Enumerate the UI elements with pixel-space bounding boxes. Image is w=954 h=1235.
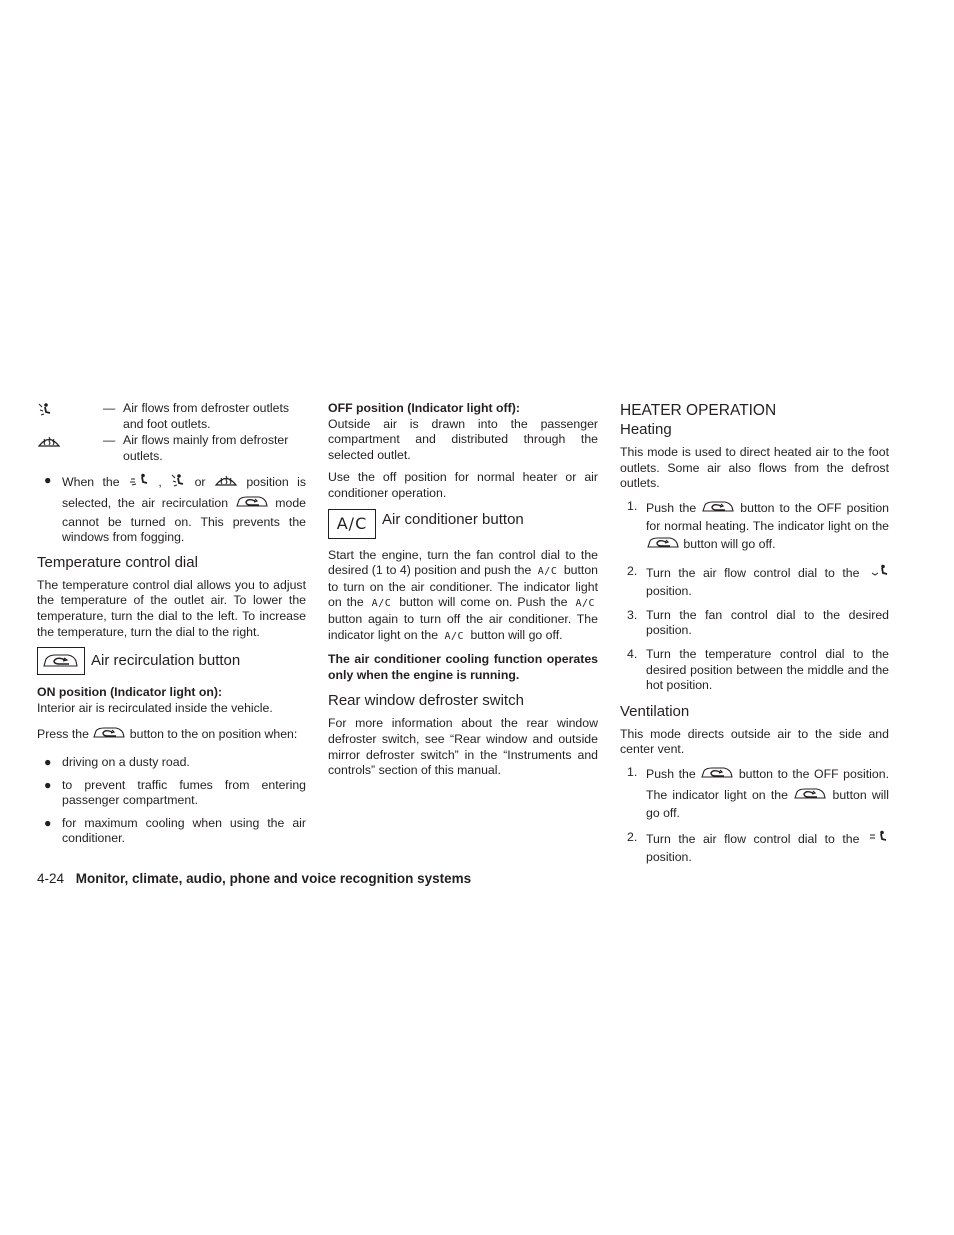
ventilation-text: This mode directs outside air to the side and center vent. <box>620 726 889 757</box>
vent-foot-icon <box>128 473 150 494</box>
ac-warning: The air conditioner cooling function operates only when the engine is running. <box>328 652 598 682</box>
text: or <box>194 475 206 490</box>
list-item <box>37 778 306 809</box>
recirculation-icon <box>701 499 735 520</box>
text: button will go off. <box>646 787 889 821</box>
recirc-conditions-list <box>37 755 306 847</box>
bullet-dot: ● <box>44 473 52 488</box>
on-position-heading: ON position (Indicator light on): <box>37 685 223 700</box>
heating-steps <box>620 499 889 694</box>
recirculation-icon <box>92 725 126 746</box>
column-middle <box>328 401 598 786</box>
text: mode cannot be turned on. This prevents the windows from fogging. <box>62 495 306 545</box>
ac-button-icon: A/C <box>328 509 376 539</box>
step-number: 1. <box>627 764 638 779</box>
recirc-button-title: Air recirculation button <box>91 652 241 670</box>
text: Push the <box>646 500 697 515</box>
text: position is selected, the air recirculation <box>62 475 306 510</box>
recirculation-icon <box>646 535 680 556</box>
list-item <box>37 816 306 847</box>
ac-button-title: Air conditioner button <box>382 510 524 528</box>
text: When the <box>62 475 120 490</box>
list-item <box>620 564 889 600</box>
text: position. <box>646 584 692 599</box>
page-number: 4-24 <box>37 871 65 886</box>
bullet-dot: ● <box>44 777 52 792</box>
text: button will come on. Push the <box>399 595 568 610</box>
recirculation-button-icon <box>37 647 85 675</box>
text: Push the <box>646 766 696 781</box>
rear-defroster-text: For more information about the rear window defroster switch, see “Rear window and outside mirror defroster switch” in the “Instruments and controls” section of this manual. <box>328 716 598 778</box>
face-vent-icon <box>867 830 889 851</box>
defrost-icon <box>37 433 103 464</box>
text: button to turn on the air conditioner. The indicator light on the <box>328 563 599 610</box>
bullet-dot: ● <box>44 754 52 769</box>
mode-description-defrost <box>37 433 306 464</box>
dash: — <box>103 433 116 448</box>
page-footer <box>37 871 737 887</box>
text: , <box>158 475 162 490</box>
step-number: 2. <box>627 829 638 844</box>
step-number: 2. <box>627 563 638 578</box>
defrost-icon <box>214 473 238 494</box>
on-position-text: Interior air is recirculated inside the vehicle. <box>37 700 273 715</box>
press-recirc-text <box>37 725 306 746</box>
temperature-dial-heading: Temperature control dial <box>37 553 198 571</box>
text: Turn the temperature control dial to the desired position between the middle and the hot position. <box>646 646 889 693</box>
mode-text: Air flows mainly from defroster outlets. <box>123 433 289 463</box>
ac-instructions <box>328 548 598 645</box>
recirculation-icon <box>235 494 269 515</box>
ac-icon: A/C <box>371 598 392 610</box>
off-usage-text: Use the off position for normal heater or air conditioner operation. <box>328 470 598 500</box>
step-number: 4. <box>627 646 638 661</box>
text: Start the engine, turn the fan control dial to the desired (1 to 4) position and push the <box>328 547 598 578</box>
list-item <box>620 765 889 822</box>
list-item <box>620 499 889 556</box>
text: button to the OFF position. The indicator light on the <box>646 766 889 802</box>
off-position-text: Outside air is drawn into the passenger compartment and distributed through the selected outlet. <box>328 416 598 462</box>
section-title: Monitor, climate, audio, phone and voice recognition systems <box>75 871 472 886</box>
heater-operation-heading: HEATER OPERATION <box>620 402 777 419</box>
mode-text: Air flows from defroster outlets and foot outlets. <box>123 401 290 431</box>
ac-button-heading <box>328 509 598 539</box>
text: Press the <box>37 727 89 742</box>
list-item <box>620 830 889 866</box>
text: button to the OFF position for normal heating. The indicator light on the <box>646 500 890 534</box>
text: Turn the air flow control dial to the <box>646 831 860 846</box>
ac-icon: A/C <box>537 566 558 578</box>
mode-description-defrost-foot <box>37 401 306 432</box>
text: button to the on position when: <box>129 727 298 742</box>
step-number: 1. <box>627 498 638 513</box>
ac-icon: A/C <box>444 630 465 642</box>
text: to prevent traffic fumes from entering passenger compartment. <box>62 777 306 808</box>
rear-defroster-heading: Rear window defroster switch <box>328 692 524 710</box>
text: Turn the air flow control dial to the <box>646 565 860 580</box>
off-position-heading: OFF position (Indicator light off): <box>328 401 520 415</box>
ventilation-heading: Ventilation <box>620 702 690 720</box>
bullet-dot: ● <box>44 815 52 830</box>
temperature-dial-text: The temperature control dial allows you to adjust the temperature of the outlet air. To lower the temperature, turn the dial to the left. To increase the temperature, turn the dial to the right. <box>37 577 306 639</box>
recirc-note-list <box>37 473 306 545</box>
text: button again to turn off the air conditioner. The indicator light on the <box>328 611 598 642</box>
foot-vent-icon <box>867 564 889 585</box>
list-item <box>37 755 306 771</box>
defrost-foot-icon <box>37 401 103 432</box>
text: for maximum cooling when using the air conditioner. <box>62 815 306 846</box>
heating-text: This mode is used to direct heated air to the foot outlets. Some air also flows from the defrost outlets. <box>620 445 889 491</box>
defrost-foot-icon <box>170 473 186 494</box>
recirculation-icon <box>793 786 827 807</box>
column-right <box>620 401 889 874</box>
column-left <box>37 401 306 854</box>
text: button will go off. <box>683 536 776 551</box>
text: button will go off. <box>470 627 563 642</box>
dash: — <box>103 401 116 415</box>
text: Turn the fan control dial to the desired position. <box>646 607 889 638</box>
list-item <box>620 608 889 639</box>
recirc-button-heading <box>37 647 306 675</box>
heating-heading: Heating <box>620 421 672 438</box>
list-item <box>37 473 306 545</box>
list-item <box>620 647 889 694</box>
recirculation-icon <box>700 765 734 786</box>
text: position. <box>646 850 692 865</box>
step-number: 3. <box>627 607 638 622</box>
text: driving on a dusty road. <box>62 754 190 769</box>
ventilation-steps <box>620 765 889 866</box>
ac-icon: A/C <box>575 598 595 610</box>
